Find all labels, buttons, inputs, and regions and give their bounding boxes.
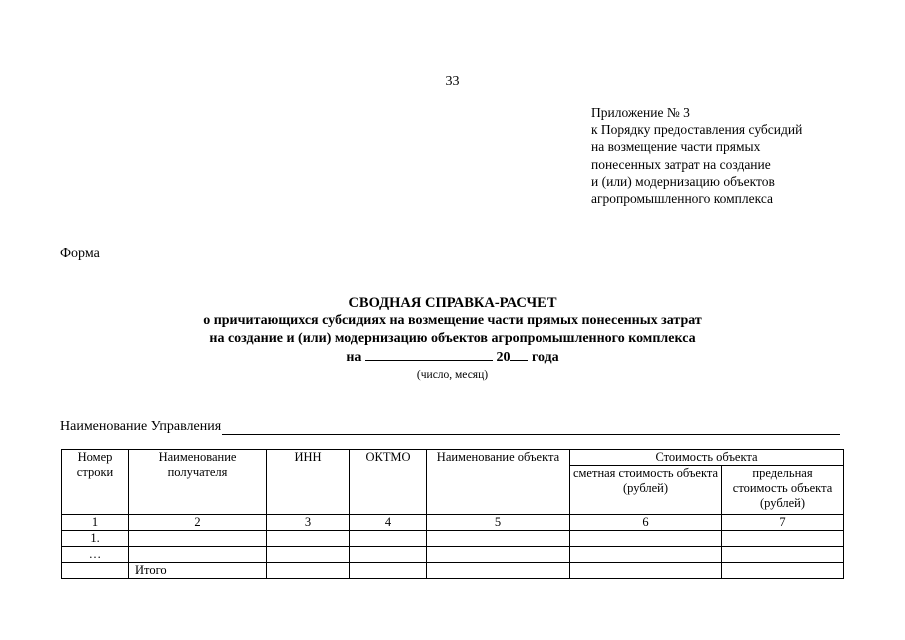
recipient-cell <box>129 547 267 563</box>
title-line-2: о причитающихся субсидиях на возмещение части прямых понесенных затрат <box>203 313 702 328</box>
appendix-line: к Порядку предоставления субсидий <box>591 122 803 138</box>
appendix-line: понесенных затрат на создание <box>591 156 771 172</box>
oktmo-cell <box>350 547 427 563</box>
date-prefix: на <box>346 350 362 365</box>
header-cost-group: Стоимость объекта <box>570 450 844 466</box>
column-number: 3 <box>267 515 350 531</box>
header-oktmo: ОКТМО <box>350 450 427 515</box>
max-cost-cell <box>722 547 844 563</box>
management-label: Наименование Управления <box>60 419 222 434</box>
header-inn: ИНН <box>267 450 350 515</box>
row-number-cell: 1. <box>62 531 129 547</box>
appendix-line: на возмещение части прямых <box>591 139 761 155</box>
max-cost-cell <box>722 563 844 579</box>
year-suffix: года <box>531 350 559 365</box>
management-field <box>60 419 840 435</box>
column-number: 6 <box>570 515 722 531</box>
page-number: 33 <box>445 74 460 89</box>
inn-cell <box>267 563 350 579</box>
row-number-cell <box>62 563 129 579</box>
inn-cell <box>267 531 350 547</box>
total-label-cell: Итого <box>129 563 267 579</box>
object-name-cell <box>427 563 570 579</box>
column-number: 7 <box>722 515 844 531</box>
document-title <box>0 294 905 367</box>
estimated-cost-cell <box>570 531 722 547</box>
management-blank-line <box>222 420 840 435</box>
row-number-cell: … <box>62 547 129 563</box>
header-row-number: Номер строки <box>62 450 129 515</box>
appendix-note <box>591 104 891 207</box>
header-max-cost: предельная стоимость объекта (рублей) <box>722 466 844 515</box>
column-number-row <box>62 515 844 531</box>
table-row <box>62 531 844 547</box>
inn-cell <box>267 547 350 563</box>
appendix-line: и (или) модернизацию объектов <box>591 173 775 189</box>
max-cost-cell <box>722 531 844 547</box>
oktmo-cell <box>350 531 427 547</box>
year-blank <box>510 348 528 361</box>
column-number: 5 <box>427 515 570 531</box>
header-estimated-cost: сметная стоимость объекта (рублей) <box>570 466 722 515</box>
header-object-name: Наименование объекта <box>427 450 570 515</box>
estimated-cost-cell <box>570 563 722 579</box>
oktmo-cell <box>350 563 427 579</box>
appendix-line: агропромышленного комплекса <box>591 191 773 207</box>
column-number: 1 <box>62 515 129 531</box>
estimated-cost-cell <box>570 547 722 563</box>
header-recipient: Наименование получателя <box>129 450 267 515</box>
column-number: 4 <box>350 515 427 531</box>
recipient-cell <box>129 531 267 547</box>
calculation-table <box>61 449 844 579</box>
object-name-cell <box>427 547 570 563</box>
appendix-line: Приложение № 3 <box>591 105 690 120</box>
table-row <box>62 547 844 563</box>
column-number: 2 <box>129 515 267 531</box>
title-line-3: на создание и (или) модернизацию объектов агропромышленного комплекса <box>209 331 696 346</box>
date-blank <box>365 348 493 361</box>
object-name-cell <box>427 531 570 547</box>
year-prefix: 20 <box>496 350 511 365</box>
header-row <box>62 450 844 466</box>
title-date-line <box>0 348 905 367</box>
title-main: СВОДНАЯ СПРАВКА-РАСЧЕТ <box>348 295 557 311</box>
date-hint: (число, месяц) <box>416 369 489 381</box>
form-label: Форма <box>60 246 100 261</box>
total-row <box>62 563 844 579</box>
